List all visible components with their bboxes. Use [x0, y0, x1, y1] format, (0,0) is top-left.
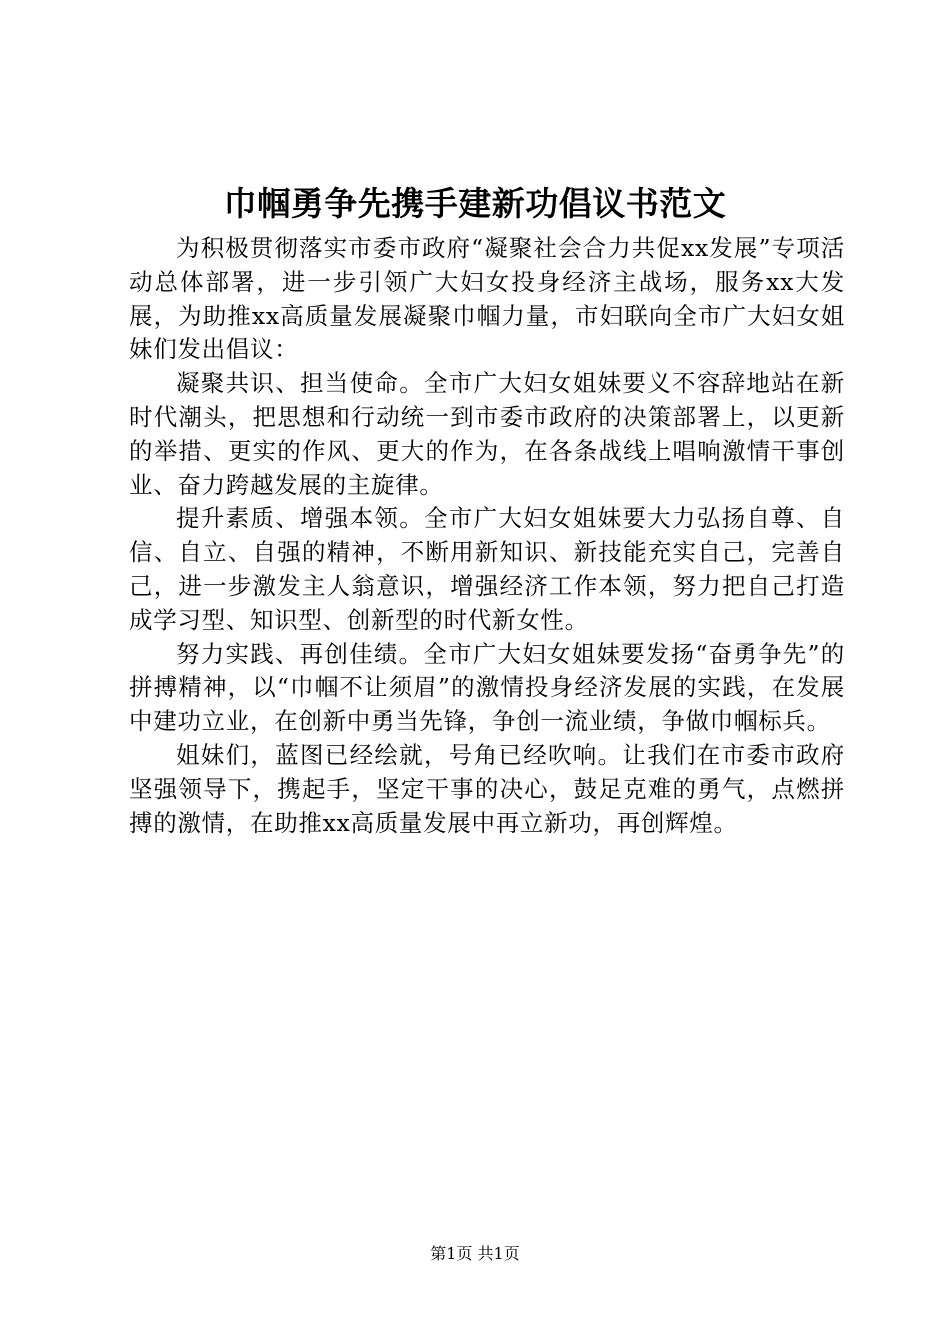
document-title: 巾帼勇争先携手建新功倡议书范文: [223, 184, 727, 223]
paragraph-intro: 为积极贯彻落实市委市政府“凝聚社会合力共促xx发展”专项活动总体部署，进一步引领广大妇女投身经济主战场，服务xx大发展，为助推xx高质量发展凝聚巾帼力量，市妇联向全市广大妇女姐妹们发出倡议：: [129, 234, 845, 364]
page-footer: 第1页 共1页: [430, 1244, 520, 1263]
paragraph-practice: 努力实践、再创佳绩。全市广大妇女姐妹要发扬“奋勇争先”的拼搏精神，以“巾帼不让须眉”的激情投身经济发展的实践，在发展中建功立业，在创新中勇当先锋，争创一流业绩，争做巾帼标兵。: [129, 639, 845, 736]
paragraph-closing: 姐妹们，蓝图已经绘就，号角已经吹响。让我们在市委市政府坚强领导下，携起手，坚定干事的决心，鼓足克难的勇气，点燃拼搏的激情，在助推xx高质量发展中再立新功，再创辉煌。: [129, 740, 845, 837]
paragraph-quality: 提升素质、增强本领。全市广大妇女姐妹要大力弘扬自尊、自信、自立、自强的精神，不断用新知识、新技能充实自己，完善自己，进一步激发主人翁意识，增强经济工作本领，努力把自己打造成学习型、知识型、创新型的时代新女性。: [129, 504, 845, 634]
paragraph-consensus: 凝聚共识、担当使命。全市广大妇女姐妹要义不容辞地站在新时代潮头，把思想和行动统一到市委市政府的决策部署上，以更新的举措、更实的作风、更大的作为，在各条战线上唱响激情干事创业、奋力跨越发展的主旋律。: [129, 369, 845, 499]
document-body: [129, 232, 845, 840]
